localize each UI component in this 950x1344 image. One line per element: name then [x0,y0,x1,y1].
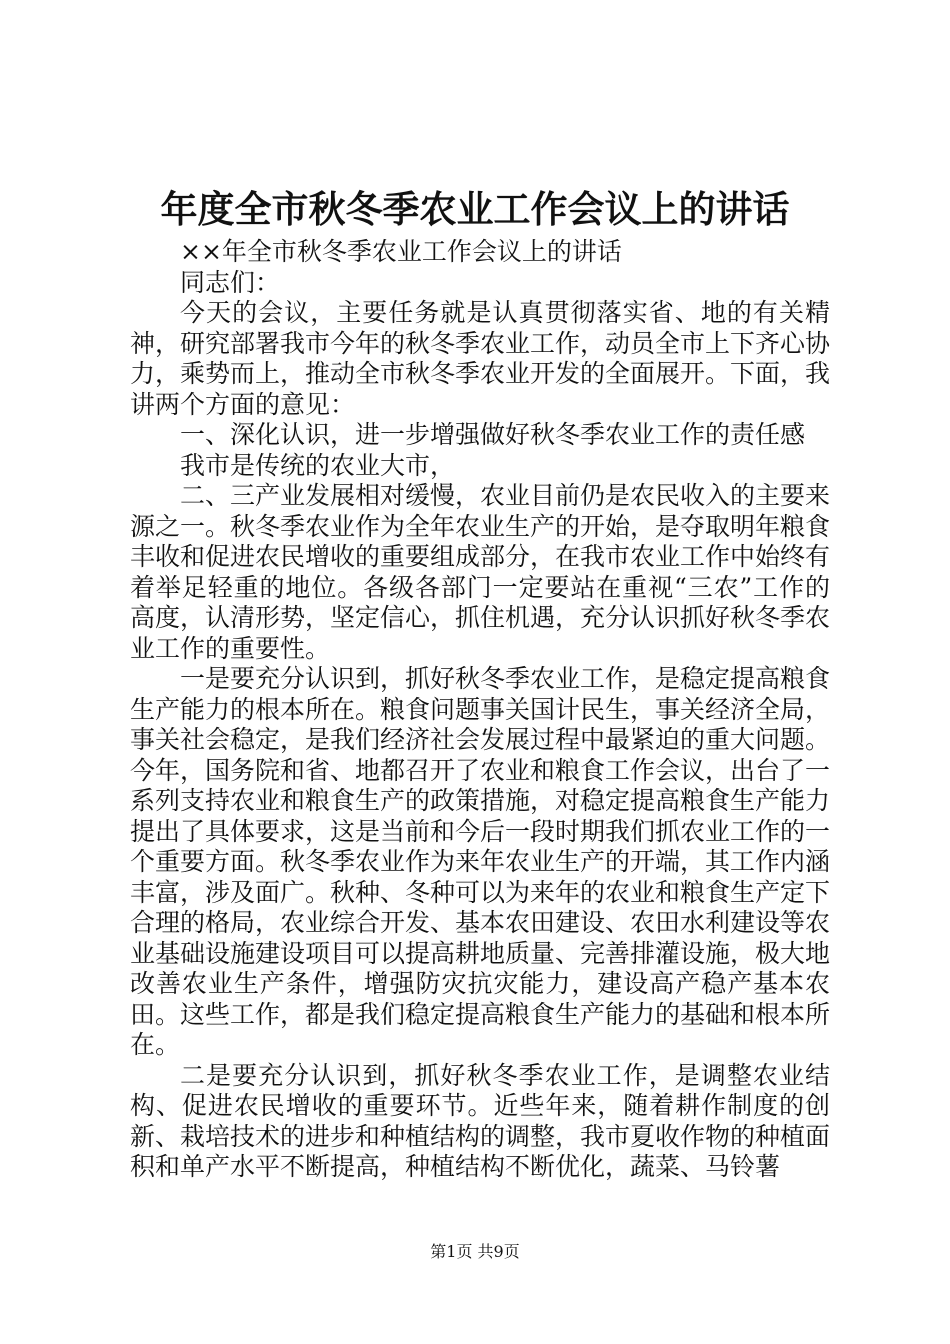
document-body [130,237,830,1183]
paragraph-subtitle: ××年全市秋冬季农业工作会议上的讲话 [180,237,622,266]
paragraph-body: 一是要充分认识到，抓好秋冬季农业工作，是稳定提高粮食生产能力的根本所在。粮食问题事关国计民生，事关经济全局，事关社会稳定，是我们经济社会发展过程中最紧迫的重大问题。今年，国务院和省、地都召开了农业和粮食工作会议，出台了一系列支持农业和粮食生产的政策措施，对稳定提高粮食生产能力提出了具体要求，这是当前和今后一段时期我们抓农业工作的一个重要方面。秋冬季农业作为来年农业生产的开端，其工作内涵丰富，涉及面广。秋种、冬种可以为来年的农业和粮食生产定下合理的格局，农业综合开发、基本农田建设、农田水利建设等农业基础设施建设项目可以提高耕地质量、完善排灌设施，极大地改善农业生产条件，增强防灾抗灾能力，建设高产稳产基本农田。这些工作，都是我们稳定提高粮食生产能力的基础和根本所在。 [130,664,831,1059]
paragraph-salutation: 同志们： [180,267,281,297]
paragraph-section-heading: 一、深化认识，进一步增强做好秋冬季农业工作的责任感 [180,420,806,449]
document-title: 年度全市秋冬季农业工作会议上的讲话 [160,187,790,231]
paragraph-intro: 今天的会议，主要任务就是认真贯彻落实省、地的有关精神，研究部署我市今年的秋冬季农业工作，动员全市上下齐心协力，乘势而上，推动全市秋冬季农业开发的全面展开。下面，我讲两个方面的意见： [130,298,831,419]
paragraph-body: 二是要充分认识到，抓好秋冬季农业工作，是调整农业结构、促进农民增收的重要环节。近些年来，随着耕作制度的创新、栽培技术的进步和种植结构的调整，我市夏收作物的种植面积和单产水平不断提高，种植结构不断优化，蔬菜、马铃薯 [130,1060,831,1181]
page-indicator: 第1页 共9页 [430,1242,520,1261]
paragraph-body: 我市是传统的农业大市， [180,450,456,480]
paragraph-body: 二、三产业发展相对缓慢，农业目前仍是农民收入的主要来源之一。秋冬季农业作为全年农业生产的开始，是夺取明年粮食丰收和促进农民增收的重要组成部分，在我市农业工作中始终有着举足轻重的地位。各级各部门一定要站在重视“三农”工作的高度，认清形势，坚定信心，抓住机遇，充分认识抓好秋冬季农业工作的重要性。 [130,481,831,663]
